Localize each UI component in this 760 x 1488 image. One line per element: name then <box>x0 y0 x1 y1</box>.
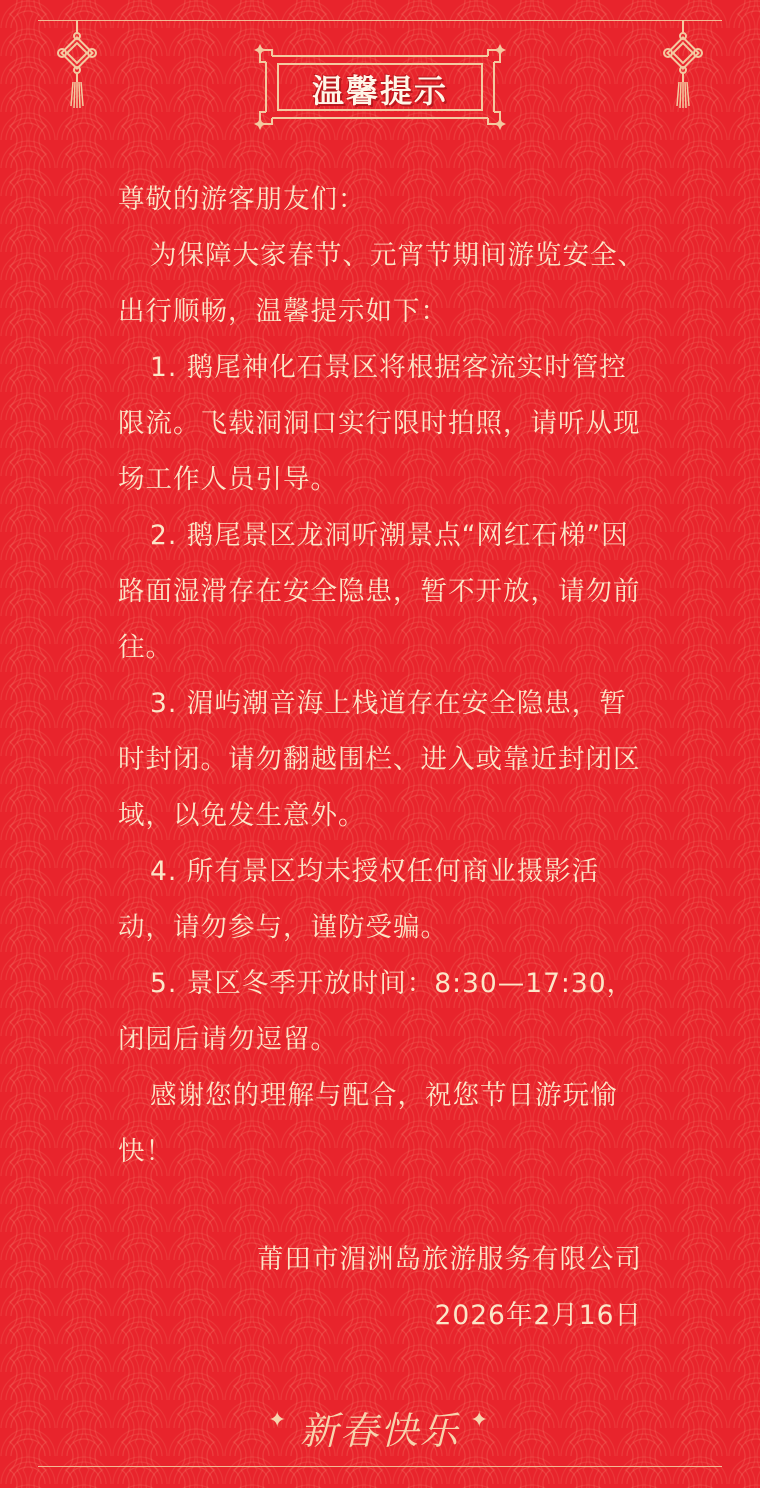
intro-paragraph: 为保障大家春节、元宵节期间游览安全、出行顺畅，温馨提示如下： <box>118 240 645 327</box>
closing-paragraph: 感谢您的理解与配合，祝您节日游玩愉快！ <box>118 1080 618 1167</box>
notice-item: 3. 湄屿潮音海上栈道存在安全隐患，暂时封闭。请勿翻越围栏、进入或靠近封闭区域，以免发生意外。 <box>118 688 641 831</box>
company-name: 莆田市湄洲岛旅游服务有限公司 <box>257 1244 642 1275</box>
chinese-knot-icon <box>662 20 704 110</box>
title-frame <box>254 44 506 130</box>
sparkle-icon: ✦ <box>470 1408 489 1433</box>
chinese-knot-icon <box>56 20 98 110</box>
issue-date: 2026年2月16日 <box>434 1300 642 1331</box>
notice-item: 5. 景区冬季开放时间：8:30—17:30，闭园后请勿逗留。 <box>118 968 635 1055</box>
new-year-greeting: 新春快乐 <box>300 1409 461 1453</box>
notice-item: 2. 鹅尾景区龙洞听潮景点“网红石梯”因路面湿滑存在安全隐患，暂不开放，请勿前往。 <box>118 520 641 663</box>
top-border-line <box>38 20 722 21</box>
salutation: 尊敬的游客朋友们： <box>118 184 366 215</box>
notice-item: 1. 鹅尾神化石景区将根据客流实时管控限流。飞载洞洞口实行限时拍照，请听从现场工作人员引导。 <box>118 352 641 495</box>
page-title: 温馨提示 <box>311 72 448 110</box>
signature-block <box>257 1232 642 1344</box>
notice-item: 4. 所有景区均未授权任何商业摄影活动，请勿参与，谨防受骗。 <box>118 856 600 943</box>
sparkle-icon: ✦ <box>268 1408 287 1433</box>
notice-body <box>118 172 648 1180</box>
bottom-border-line <box>38 1466 722 1467</box>
